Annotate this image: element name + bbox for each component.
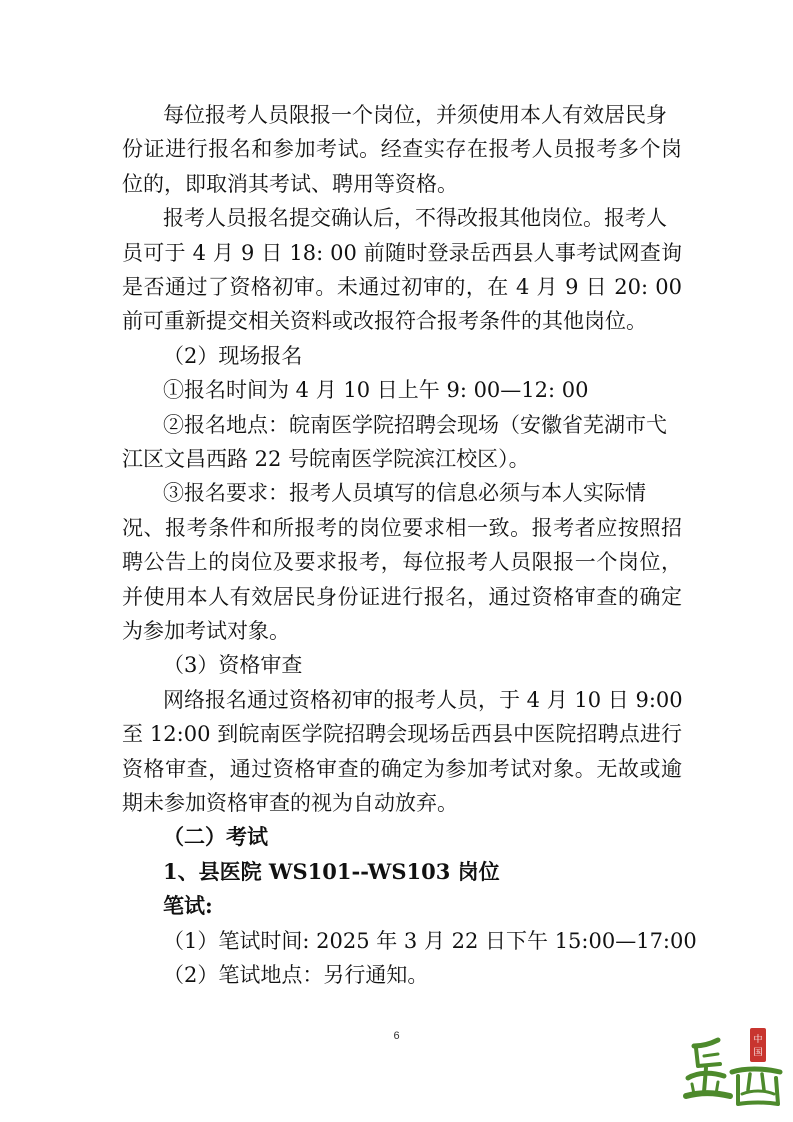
text-line: 聘公告上的岗位及要求报考，每位报考人员限报一个岗位， (122, 550, 682, 575)
text-line: 为参加考试对象。 (122, 619, 290, 643)
svg-text:中: 中 (753, 1035, 763, 1045)
text-line: 至 12:00 到皖南医学院招聘会现场岳西县中医院招聘点进行 (122, 722, 682, 747)
text-line: 况、报考条件和所报考的岗位要求相一致。报考者应按照招 (122, 515, 682, 540)
text-line: 每位报考人员限报一个岗位，并须使用本人有效居民身 (163, 103, 667, 127)
text-line: 江区文昌西路 22 号皖南医学院滨江校区）。 (122, 447, 530, 471)
text-line: 期未参加资格审查的视为自动放弃。 (122, 791, 458, 815)
text-line: 位的，即取消其考试、聘用等资格。 (122, 171, 458, 196)
svg-text:国: 国 (753, 1048, 763, 1058)
text-line: 是否通过了资格初审。未通过初审的，在 4 月 9 日 20: 00 (122, 275, 682, 299)
page-number: 6 (393, 1030, 400, 1042)
text-line: 份证进行报名和参加考试。经查实存在报考人员报考多个岗 (122, 137, 682, 162)
text-line: ②报名地点：皖南医学院招聘会现场（安徽省芜湖市弋 (163, 412, 667, 437)
text-line: ③报名要求：报考人员填写的信息必须与本人实际情 (163, 481, 646, 506)
text-line: 报考人员报名提交确认后，不得改报其他岗位。报考人 (163, 206, 667, 231)
text-line: 前可重新提交相关资料或改报符合报考条件的其他岗位。 (122, 309, 647, 334)
text-line: （2）现场报名 (163, 343, 303, 368)
text-line: 网络报名通过资格初审的报考人员，于 4 月 10 日 9:00 (163, 687, 683, 712)
text-line: 员可于 4 月 9 日 18: 00 前随时登录岳西县人事考试网查询 (122, 240, 682, 265)
text-line: （1）笔试时间: 2025 年 3 月 22 日下午 15:00—17:00 (163, 928, 697, 953)
text-line: ①报名时间为 4 月 10 日上午 9: 00—12: 00 (163, 378, 589, 403)
section-heading: 1、县医院 WS101--WS103 岗位 (163, 858, 500, 884)
section-heading: （二）考试 (163, 824, 268, 850)
text-line: （2）笔试地点：另行通知。 (163, 963, 429, 987)
text-line: （3）资格审查 (163, 653, 303, 678)
text-line: 资格审查，通过资格审查的确定为参加考试对象。无故或逾 (122, 756, 682, 781)
text-line: 并使用本人有效居民身份证进行报名，通过资格审查的确定 (122, 584, 682, 609)
yuexi-calligraphy-logo-icon (680, 1022, 788, 1114)
section-heading: 笔试: (163, 893, 213, 919)
